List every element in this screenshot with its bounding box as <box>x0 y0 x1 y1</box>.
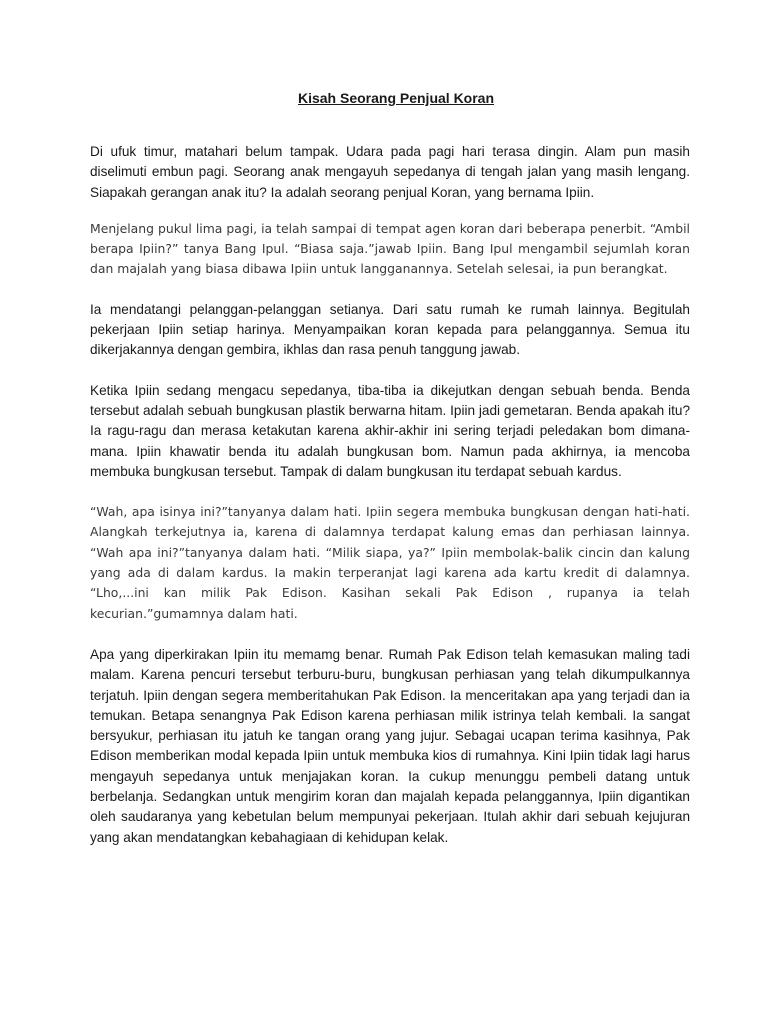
document-title: Kisah Seorang Penjual Koran <box>297 90 495 106</box>
paragraph-6: Apa yang diperkirakan Ipiin itu memamg benar. Rumah Pak Edison telah kemasukan maling tadi malam. Karena pencuri tersebut terburu-buru, bungkusan perhiasan yang telah dikumpulkannya terjatuh. Ipiin dengan segera memberitahukan Pak Edison. Ia menceritakan apa yang terjadi dan ia temukan. Betapa senangnya Pak Edison karena perhiasan milik istrinya telah kembali. Ia sangat bersyukur, perhiasan itu jatuh ke tangan orang yang jujur. Sebagai ucapan terima kasihnya, Pak Edison memberikan modal kepada Ipiin untuk membuka kios di rumahnya. Kini Ipiin tidak lagi harus mengayuh sepedanya untuk menjajakan koran. Ia cukup menunggu pembeli datang untuk berbelanja. Sedangkan untuk mengirim koran dan majalah kepada pelanggannya, Ipiin digantikan oleh saudaranya yang kebetulan belum mempunyai pekerjaan. Itulah akhir dari sebuah kejujuran yang akan mendatangkan kebahagiaan di kehidupan kelak. <box>90 646 690 845</box>
paragraph-5: “Wah, apa isinya ini?”tanyanya dalam hati. Ipiin segera membuka bungkusan dengan hati-hati. Alangkah terkejutnya ia, karena di dalamnya terdapat kalung emas dan perhiasan lainnya. “Wah apa ini?”tanyanya dalam hati. “Milik siapa, ya?” Ipiin membolak-balik cincin dan kalung yang ada di dalam kardus. Ia makin terperanjat lagi karena ada kartu kredit di dalamnya. “Lho,...ini kan milik Pak Edison. Kasihan sekali Pak Edison , rupanya ia telah kecurian.”gumamnya dalam hati. <box>90 504 690 621</box>
paragraph-3: Ia mendatangi pelanggan-pelanggan setianya. Dari satu rumah ke rumah lainnya. Begitulah pekerjaan Ipiin setiap harinya. Menyampaikan koran kepada para pelanggannya. Semua itu dikerjakannya dengan gembira, ikhlas dan rasa penuh tanggung jawab. <box>90 301 690 358</box>
paragraph-2: Menjelang pukul lima pagi, ia telah sampai di tempat agen koran dari beberapa penerbit. “Ambil berapa Ipiin?” tanya Bang Ipul. “Biasa saja.”jawab Ipiin. Bang Ipul mengambil sejumlah koran dan majalah yang biasa dibawa Ipiin untuk langganannya. Setelah selesai, ia pun berangkat. <box>90 220 690 277</box>
paragraph-4: Ketika Ipiin sedang mengacu sepedanya, tiba-tiba ia dikejutkan dengan sebuah benda. Benda tersebut adalah sebuah bungkusan plastik berwarna hitam. Ipiin jadi gemetaran. Benda apakah itu? Ia ragu-ragu dan merasa ketakutan karena akhir-akhir ini sering terjadi peledakan bom dimana-mana. Ipiin khawatir benda itu adalah bungkusan bom. Namun pada akhirnya, ia mencoba membuka bungkusan tersebut. Tampak di dalam bungkusan itu terdapat sebuah kardus. <box>90 382 690 479</box>
paragraph-1: Di ufuk timur, matahari belum tampak. Udara pada pagi hari terasa dingin. Alam pun masih diselimuti embun pagi. Seorang anak mengayuh sepedanya di tengah jalan yang masih lengang. Siapakah gerangan anak itu? Ia adalah seorang penjual Koran, yang bernama Ipiin. <box>90 144 690 200</box>
